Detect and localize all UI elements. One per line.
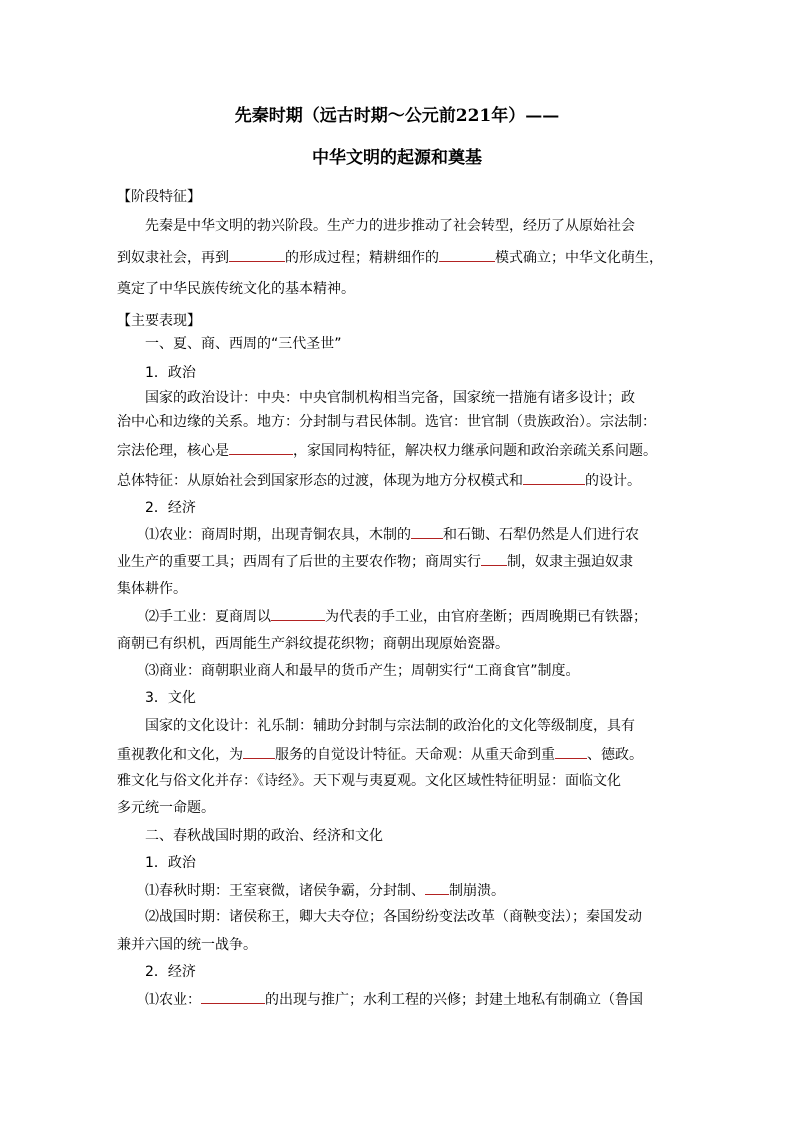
paragraph-line — [117, 439, 717, 462]
text-run: 重视教化和文化，为 — [117, 747, 243, 763]
paragraph-line: ⑵战国时期：诸侯称王，卿大夫夺位；各国纷纷变法改革（商鞅变法）；秦国发动 — [145, 909, 642, 925]
subsection-heading: 二、春秋战国时期的政治、经济和文化 — [145, 828, 383, 844]
paragraph-line — [145, 988, 705, 1011]
text-run: ⑴农业：商周时期，出现青铜农具，木制的 — [145, 527, 411, 543]
text-run: ⑴春秋时期：王室衰微，诸侯争霸，分封制、 — [145, 883, 425, 899]
fill-blank — [555, 743, 587, 759]
text-run: 服务的自觉设计特征。天命观：从重天命到重 — [275, 747, 555, 763]
text-run: 宗法伦理，核心是 — [117, 443, 229, 459]
paragraph-line — [117, 469, 717, 492]
text-run: 到奴隶社会，再到 — [117, 250, 229, 266]
point-heading: 3．文化 — [145, 690, 196, 706]
fill-blank — [229, 246, 285, 262]
doc-title-line2: 中华文明的起源和奠基 — [312, 148, 482, 168]
text-run: ⑴农业： — [145, 992, 201, 1008]
paragraph-line — [117, 246, 717, 269]
text-run: 业生产的重要工具；西周有了后世的主要农作物；商周实行 — [117, 554, 481, 570]
fill-blank — [271, 605, 325, 621]
paragraph-line: 国家的政治设计：中央：中央官制机构相当完备，国家统一措施有诸多设计；政 — [145, 390, 635, 406]
text-run: 模式确立；中华文化萌生， — [495, 250, 663, 266]
text-run: 总体特征：从原始社会到国家形态的过渡，体现为地方分权模式和 — [117, 473, 523, 489]
section-heading-main: 【主要表现】 — [117, 313, 201, 329]
paragraph-line: 商朝已有织机，西周能生产斜纹提花织物；商朝出现原始瓷器。 — [117, 636, 509, 652]
text-run: 的形成过程；精耕细作的 — [285, 250, 439, 266]
fill-blank — [439, 246, 495, 262]
paragraph-line: 雅文化与俗文化并存：《诗经》。天下观与夷夏观。文化区域性特征明显：面临文化 — [117, 773, 621, 789]
fill-blank — [229, 439, 293, 455]
paragraph-line: 兼并六国的统一战争。 — [117, 937, 257, 953]
point-heading: 1．政治 — [145, 365, 196, 381]
point-heading: 2．经济 — [145, 964, 196, 980]
paragraph-line: 集体耕作。 — [117, 581, 187, 597]
paragraph-line: 国家的文化设计：礼乐制：辅助分封制与宗法制的政治化的文化等级制度，具有 — [145, 718, 635, 734]
paragraph-line — [145, 523, 705, 546]
text-run: ⑵手工业：夏商周以 — [145, 609, 271, 625]
paragraph-line: 先秦是中华文明的勃兴阶段。生产力的进步推动了社会转型，经历了从原始社会 — [145, 218, 635, 234]
text-run: ，家国同构特征，解决权力继承问题和政治亲疏关系问题。 — [293, 443, 657, 459]
fill-blank — [201, 988, 265, 1004]
text-run: 制崩溃。 — [449, 883, 505, 899]
section-heading-stage: 【阶段特征】 — [117, 189, 201, 205]
fill-blank — [411, 523, 443, 539]
paragraph-line: ⑶商业：商朝职业商人和最早的货币产生；周朝实行“工商食官”制度。 — [145, 663, 580, 679]
fill-blank — [523, 469, 585, 485]
text-run: 的出现与推广；水利工程的兴修；封建土地私有制确立（鲁国 — [265, 992, 643, 1008]
fill-blank — [243, 743, 275, 759]
fill-blank — [481, 550, 507, 566]
doc-title-line1: 先秦时期（远古时期～公元前221年）—— — [234, 106, 560, 126]
paragraph-line: 奠定了中华民族传统文化的基本精神。 — [117, 281, 355, 297]
text-run: 为代表的手工业，由官府垄断；西周晚期已有铁器； — [325, 609, 647, 625]
fill-blank — [425, 879, 449, 895]
paragraph-line — [117, 743, 717, 766]
point-heading: 2．经济 — [145, 500, 196, 516]
paragraph-line — [145, 605, 705, 628]
subsection-heading: 一、夏、商、西周的“三代圣世” — [145, 336, 342, 352]
paragraph-line — [145, 879, 705, 902]
paragraph-line: 治中心和边缘的关系。地方：分封制与君民体制。选官：世官制（贵族政治）。宗法制： — [117, 414, 656, 430]
text-run: 制，奴隶主强迫奴隶 — [507, 554, 633, 570]
paragraph-line: 多元统一命题。 — [117, 800, 215, 816]
point-heading: 1．政治 — [145, 855, 196, 871]
text-run: 、德政。 — [587, 747, 643, 763]
paragraph-line — [117, 550, 717, 573]
text-run: 的设计。 — [585, 473, 641, 489]
text-run: 和石锄、石犁仍然是人们进行农 — [443, 527, 639, 543]
